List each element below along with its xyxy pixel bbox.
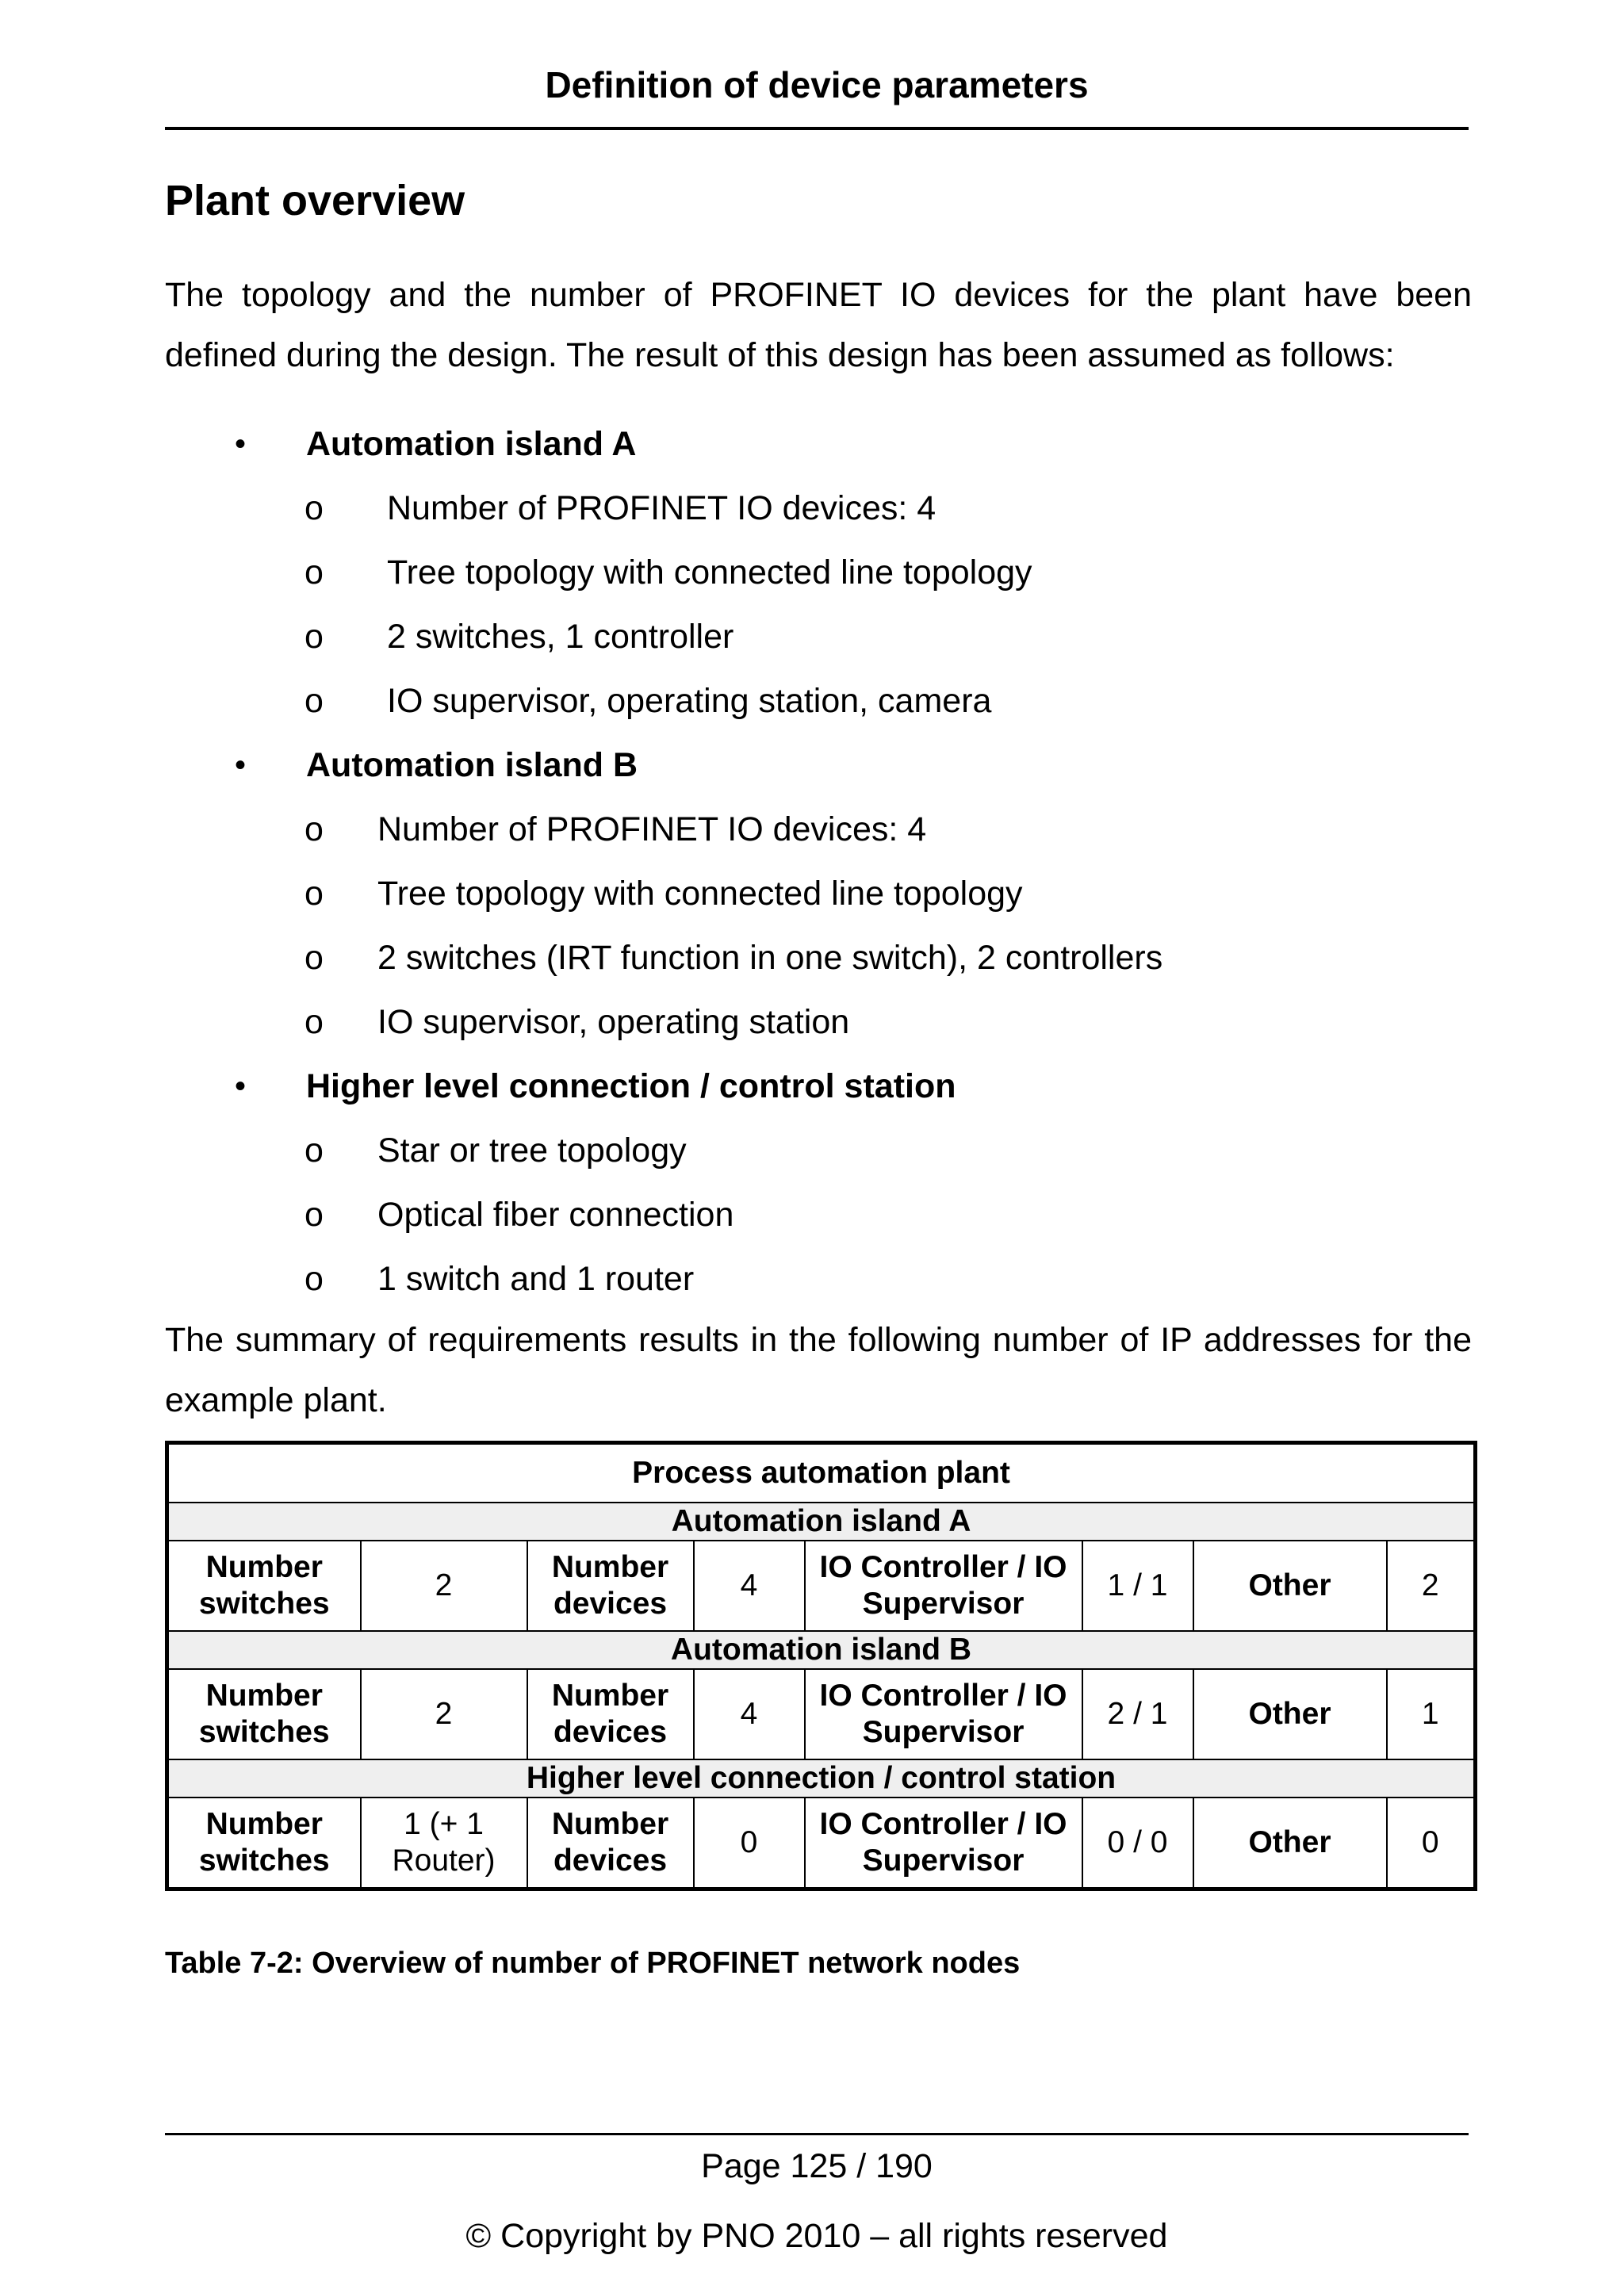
sub-marker: o (304, 1196, 324, 1234)
intro-paragraph: The topology and the number of PROFINET IO devices for the plant have been defined during the design. The result of this design has been assumed as follows: (165, 276, 1472, 374)
sub-list-item (165, 541, 1465, 605)
section-title: Plant overview (165, 177, 465, 224)
sub-marker: o (304, 553, 324, 592)
page-number: Page 125 / 190 (701, 2147, 933, 2185)
sub-marker: o (304, 618, 324, 656)
label-cell: IO Controller / IO Supervisor (805, 1798, 1082, 1889)
label-cell: Number devices (527, 1541, 694, 1631)
table-row (167, 1798, 1476, 1889)
label-cell: IO Controller / IO Supervisor (805, 1541, 1082, 1631)
label-cell: Number switches (167, 1541, 361, 1631)
list-item-island-a (165, 412, 1465, 733)
sub-marker: o (304, 1260, 324, 1298)
value-cell: 1 (1387, 1669, 1476, 1759)
sub-marker: o (304, 682, 324, 720)
sub-item-text: Number of PROFINET IO devices: 4 (377, 810, 927, 848)
sub-item-text: IO supervisor, operating station (377, 1003, 850, 1041)
nodes-table-wrapper (165, 1441, 1473, 1891)
sub-list (165, 1119, 1465, 1311)
value-cell: 0 (694, 1798, 805, 1889)
sub-marker: o (304, 810, 324, 848)
group-heading: Automation island B (167, 1631, 1476, 1669)
bullet-label: Automation island B (306, 746, 638, 784)
sub-marker: o (304, 1131, 324, 1170)
copyright: © Copyright by PNO 2010 – all rights reserved (465, 2217, 1168, 2255)
sub-list-item (165, 990, 1465, 1055)
sub-list (165, 477, 1465, 733)
value-cell: 0 (1387, 1798, 1476, 1889)
value-cell: 1 (+ 1 Router) (361, 1798, 527, 1889)
sub-item-text: Optical fiber connection (377, 1196, 734, 1234)
bullet-marker: • (235, 427, 247, 461)
list-item-island-b (165, 733, 1465, 1055)
label-cell: Other (1193, 1669, 1387, 1759)
sub-list-item (165, 926, 1465, 990)
sub-list-item (165, 862, 1465, 926)
bullet-label: Higher level connection / control station (306, 1067, 956, 1105)
label-cell: Number devices (527, 1798, 694, 1889)
group-heading: Higher level connection / control station (167, 1759, 1476, 1798)
label-cell: Number switches (167, 1798, 361, 1889)
label-cell: Number devices (527, 1669, 694, 1759)
sub-list (165, 798, 1465, 1055)
sub-item-text: Tree topology with connected line topology (387, 553, 1032, 592)
sub-marker: o (304, 489, 324, 527)
summary-paragraph: The summary of requirements results in the following number of IP addresses for the example plant. (165, 1321, 1472, 1419)
group-heading: Automation island A (167, 1503, 1476, 1541)
sub-marker: o (304, 939, 324, 977)
table-title-row (167, 1443, 1476, 1503)
table-row (167, 1669, 1476, 1759)
sub-list-item (165, 1119, 1465, 1183)
value-cell: 4 (694, 1541, 805, 1631)
table-group-row (167, 1759, 1476, 1798)
bullet-marker: • (235, 748, 247, 783)
bullet-label: Automation island A (306, 425, 637, 463)
table-group-row (167, 1503, 1476, 1541)
nodes-table (165, 1441, 1477, 1891)
sub-list-item (165, 669, 1465, 733)
bullet-marker: • (235, 1069, 247, 1104)
requirements-list (165, 412, 1465, 1311)
sub-item-text: 2 switches, 1 controller (387, 618, 734, 656)
value-cell: 0 / 0 (1082, 1798, 1193, 1889)
header-rule (165, 127, 1469, 130)
sub-list-item (165, 1183, 1465, 1247)
sub-item-text: 1 switch and 1 router (377, 1260, 695, 1298)
list-item-higher-level (165, 1055, 1465, 1311)
sub-item-text: Number of PROFINET IO devices: 4 (387, 489, 936, 527)
sub-list-item (165, 798, 1465, 862)
sub-marker: o (304, 875, 324, 913)
label-cell: Other (1193, 1541, 1387, 1631)
value-cell: 2 / 1 (1082, 1669, 1193, 1759)
value-cell: 2 (361, 1541, 527, 1631)
sub-item-text: IO supervisor, operating station, camera (387, 682, 992, 720)
table-group-row (167, 1631, 1476, 1669)
sub-list-item (165, 605, 1465, 669)
running-header: Definition of device parameters (545, 64, 1089, 105)
value-cell: 2 (361, 1669, 527, 1759)
sub-item-text: Tree topology with connected line topology (377, 875, 1023, 913)
sub-list-item (165, 477, 1465, 541)
sub-item-text: Star or tree topology (377, 1131, 687, 1170)
table-caption: Table 7-2: Overview of number of PROFINET network nodes (165, 1947, 1021, 1980)
sub-list-item (165, 1247, 1465, 1311)
value-cell: 4 (694, 1669, 805, 1759)
value-cell: 1 / 1 (1082, 1541, 1193, 1631)
sub-item-text: 2 switches (IRT function in one switch), 2 controllers (377, 939, 1163, 977)
footer-rule (165, 2133, 1469, 2135)
label-cell: Other (1193, 1798, 1387, 1889)
table-row (167, 1541, 1476, 1631)
label-cell: IO Controller / IO Supervisor (805, 1669, 1082, 1759)
table-title: Process automation plant (167, 1443, 1476, 1503)
label-cell: Number switches (167, 1669, 361, 1759)
sub-marker: o (304, 1003, 324, 1041)
value-cell: 2 (1387, 1541, 1476, 1631)
